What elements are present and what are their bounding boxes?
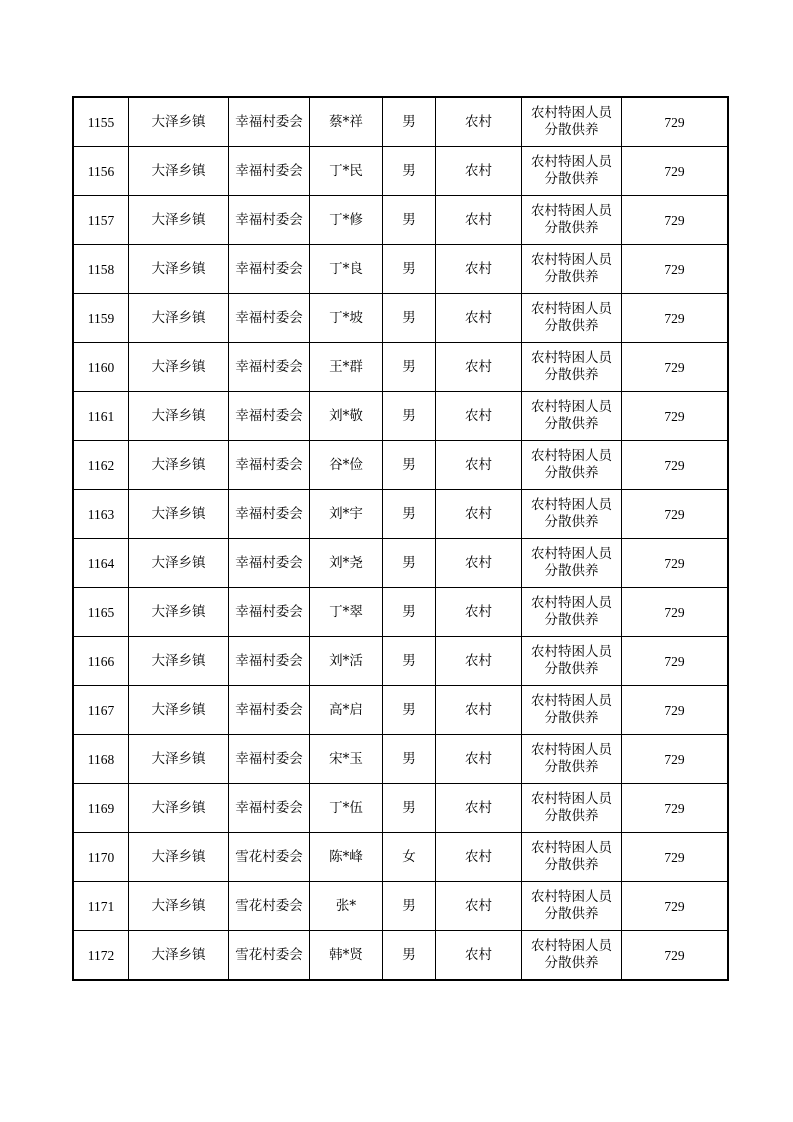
support-type-text: 农村特困人员分散供养	[531, 595, 612, 628]
cell-amount: 729	[622, 196, 729, 245]
cell-serial-number: 1170	[73, 833, 129, 882]
cell-area-type: 农村	[436, 539, 522, 588]
cell-township: 大泽乡镇	[129, 147, 229, 196]
cell-sex: 男	[383, 784, 436, 833]
support-type-text: 农村特困人员分散供养	[531, 693, 612, 726]
support-type-text: 农村特困人员分散供养	[531, 938, 612, 971]
cell-name: 韩*贤	[310, 931, 383, 981]
cell-support-type	[522, 441, 622, 490]
cell-village-committee	[229, 490, 310, 539]
cell-support-type	[522, 784, 622, 833]
cell-support-type	[522, 147, 622, 196]
cell-name: 丁*良	[310, 245, 383, 294]
cell-amount: 729	[622, 539, 729, 588]
cell-area-type: 农村	[436, 931, 522, 981]
cell-sex: 男	[383, 686, 436, 735]
cell-serial-number: 1171	[73, 882, 129, 931]
cell-township: 大泽乡镇	[129, 784, 229, 833]
cell-village-committee	[229, 784, 310, 833]
village-text: 幸福村委会	[235, 456, 303, 473]
cell-township: 大泽乡镇	[129, 196, 229, 245]
table-row	[73, 686, 728, 735]
cell-township: 大泽乡镇	[129, 735, 229, 784]
support-type-text: 农村特困人员分散供养	[531, 105, 612, 138]
cell-name: 刘*活	[310, 637, 383, 686]
cell-sex: 男	[383, 196, 436, 245]
cell-support-type	[522, 686, 622, 735]
support-type-text: 农村特困人员分散供养	[531, 742, 612, 775]
cell-township: 大泽乡镇	[129, 637, 229, 686]
table-row	[73, 735, 728, 784]
cell-township: 大泽乡镇	[129, 882, 229, 931]
cell-village-committee	[229, 147, 310, 196]
support-type-text: 农村特困人员分散供养	[531, 644, 612, 677]
cell-serial-number: 1164	[73, 539, 129, 588]
village-text: 幸福村委会	[235, 358, 303, 375]
village-text: 幸福村委会	[235, 603, 303, 620]
village-text: 幸福村委会	[235, 799, 303, 816]
support-type-text: 农村特困人员分散供养	[531, 350, 612, 383]
beneficiary-table	[72, 96, 729, 981]
cell-serial-number: 1169	[73, 784, 129, 833]
village-text: 幸福村委会	[235, 407, 303, 424]
village-text: 幸福村委会	[235, 701, 303, 718]
cell-sex: 女	[383, 833, 436, 882]
cell-amount: 729	[622, 97, 729, 147]
village-text: 雪花村委会	[235, 848, 303, 865]
cell-township: 大泽乡镇	[129, 294, 229, 343]
table-row	[73, 441, 728, 490]
cell-township: 大泽乡镇	[129, 343, 229, 392]
support-type-text: 农村特困人员分散供养	[531, 448, 612, 481]
cell-area-type: 农村	[436, 343, 522, 392]
cell-area-type: 农村	[436, 637, 522, 686]
village-text: 雪花村委会	[235, 897, 303, 914]
cell-village-committee	[229, 686, 310, 735]
cell-village-committee	[229, 588, 310, 637]
cell-amount: 729	[622, 490, 729, 539]
cell-township: 大泽乡镇	[129, 588, 229, 637]
cell-support-type	[522, 539, 622, 588]
cell-serial-number: 1166	[73, 637, 129, 686]
cell-amount: 729	[622, 882, 729, 931]
cell-support-type	[522, 392, 622, 441]
table-body	[73, 97, 728, 980]
village-text: 幸福村委会	[235, 750, 303, 767]
cell-amount: 729	[622, 784, 729, 833]
cell-village-committee	[229, 833, 310, 882]
table-row	[73, 196, 728, 245]
cell-support-type	[522, 294, 622, 343]
cell-serial-number: 1160	[73, 343, 129, 392]
cell-sex: 男	[383, 490, 436, 539]
cell-name: 刘*敬	[310, 392, 383, 441]
table-row	[73, 490, 728, 539]
document-page	[72, 96, 708, 981]
cell-support-type	[522, 196, 622, 245]
cell-name: 张*	[310, 882, 383, 931]
cell-amount: 729	[622, 588, 729, 637]
cell-area-type: 农村	[436, 686, 522, 735]
cell-sex: 男	[383, 147, 436, 196]
support-type-text: 农村特困人员分散供养	[531, 301, 612, 334]
cell-area-type: 农村	[436, 882, 522, 931]
village-text: 幸福村委会	[235, 309, 303, 326]
cell-area-type: 农村	[436, 392, 522, 441]
table-row	[73, 392, 728, 441]
cell-name: 高*启	[310, 686, 383, 735]
cell-name: 蔡*祥	[310, 97, 383, 147]
cell-township: 大泽乡镇	[129, 931, 229, 981]
table-row	[73, 147, 728, 196]
village-text: 幸福村委会	[235, 260, 303, 277]
village-text: 幸福村委会	[235, 652, 303, 669]
cell-name: 丁*修	[310, 196, 383, 245]
cell-area-type: 农村	[436, 294, 522, 343]
support-type-text: 农村特困人员分散供养	[531, 399, 612, 432]
cell-serial-number: 1167	[73, 686, 129, 735]
cell-township: 大泽乡镇	[129, 686, 229, 735]
cell-sex: 男	[383, 588, 436, 637]
cell-area-type: 农村	[436, 245, 522, 294]
cell-sex: 男	[383, 539, 436, 588]
table-row	[73, 343, 728, 392]
cell-area-type: 农村	[436, 97, 522, 147]
table-row	[73, 245, 728, 294]
cell-village-committee	[229, 196, 310, 245]
cell-amount: 729	[622, 392, 729, 441]
cell-name: 刘*尧	[310, 539, 383, 588]
cell-village-committee	[229, 441, 310, 490]
village-text: 幸福村委会	[235, 505, 303, 522]
cell-support-type	[522, 931, 622, 981]
cell-township: 大泽乡镇	[129, 97, 229, 147]
cell-name: 陈*峰	[310, 833, 383, 882]
cell-serial-number: 1159	[73, 294, 129, 343]
cell-name: 刘*宇	[310, 490, 383, 539]
village-text: 雪花村委会	[235, 946, 303, 963]
cell-area-type: 农村	[436, 784, 522, 833]
table-row	[73, 784, 728, 833]
support-type-text: 农村特困人员分散供养	[531, 252, 612, 285]
cell-village-committee	[229, 735, 310, 784]
cell-amount: 729	[622, 245, 729, 294]
cell-township: 大泽乡镇	[129, 833, 229, 882]
cell-amount: 729	[622, 637, 729, 686]
cell-serial-number: 1168	[73, 735, 129, 784]
cell-name: 丁*翠	[310, 588, 383, 637]
cell-area-type: 农村	[436, 735, 522, 784]
cell-village-committee	[229, 294, 310, 343]
cell-sex: 男	[383, 343, 436, 392]
cell-township: 大泽乡镇	[129, 392, 229, 441]
table-row	[73, 294, 728, 343]
cell-serial-number: 1157	[73, 196, 129, 245]
cell-sex: 男	[383, 637, 436, 686]
cell-village-committee	[229, 637, 310, 686]
table-row	[73, 833, 728, 882]
support-type-text: 农村特困人员分散供养	[531, 840, 612, 873]
village-text: 幸福村委会	[235, 162, 303, 179]
cell-township: 大泽乡镇	[129, 245, 229, 294]
support-type-text: 农村特困人员分散供养	[531, 889, 612, 922]
cell-serial-number: 1172	[73, 931, 129, 981]
table-row	[73, 97, 728, 147]
support-type-text: 农村特困人员分散供养	[531, 546, 612, 579]
cell-amount: 729	[622, 343, 729, 392]
village-text: 幸福村委会	[235, 113, 303, 130]
cell-village-committee	[229, 392, 310, 441]
cell-amount: 729	[622, 294, 729, 343]
cell-serial-number: 1156	[73, 147, 129, 196]
cell-sex: 男	[383, 882, 436, 931]
cell-area-type: 农村	[436, 441, 522, 490]
cell-sex: 男	[383, 294, 436, 343]
table-row	[73, 931, 728, 981]
cell-serial-number: 1163	[73, 490, 129, 539]
cell-village-committee	[229, 97, 310, 147]
cell-name: 丁*民	[310, 147, 383, 196]
cell-name: 丁*坡	[310, 294, 383, 343]
cell-sex: 男	[383, 735, 436, 784]
table-row	[73, 637, 728, 686]
cell-village-committee	[229, 343, 310, 392]
cell-serial-number: 1158	[73, 245, 129, 294]
cell-amount: 729	[622, 735, 729, 784]
cell-amount: 729	[622, 833, 729, 882]
support-type-text: 农村特困人员分散供养	[531, 154, 612, 187]
cell-village-committee	[229, 245, 310, 294]
cell-serial-number: 1165	[73, 588, 129, 637]
table-row	[73, 539, 728, 588]
support-type-text: 农村特困人员分散供养	[531, 203, 612, 236]
cell-township: 大泽乡镇	[129, 539, 229, 588]
cell-support-type	[522, 637, 622, 686]
cell-sex: 男	[383, 392, 436, 441]
table-row	[73, 588, 728, 637]
cell-support-type	[522, 97, 622, 147]
cell-amount: 729	[622, 147, 729, 196]
support-type-text: 农村特困人员分散供养	[531, 791, 612, 824]
cell-amount: 729	[622, 441, 729, 490]
cell-support-type	[522, 735, 622, 784]
cell-serial-number: 1162	[73, 441, 129, 490]
cell-amount: 729	[622, 931, 729, 981]
cell-support-type	[522, 343, 622, 392]
cell-name: 谷*俭	[310, 441, 383, 490]
cell-serial-number: 1155	[73, 97, 129, 147]
cell-sex: 男	[383, 441, 436, 490]
cell-name: 王*群	[310, 343, 383, 392]
cell-village-committee	[229, 931, 310, 981]
cell-support-type	[522, 490, 622, 539]
cell-area-type: 农村	[436, 588, 522, 637]
cell-serial-number: 1161	[73, 392, 129, 441]
cell-support-type	[522, 833, 622, 882]
village-text: 幸福村委会	[235, 211, 303, 228]
cell-amount: 729	[622, 686, 729, 735]
support-type-text: 农村特困人员分散供养	[531, 497, 612, 530]
cell-village-committee	[229, 539, 310, 588]
cell-sex: 男	[383, 245, 436, 294]
cell-area-type: 农村	[436, 490, 522, 539]
cell-area-type: 农村	[436, 196, 522, 245]
table-row	[73, 882, 728, 931]
cell-area-type: 农村	[436, 833, 522, 882]
cell-sex: 男	[383, 931, 436, 981]
cell-support-type	[522, 882, 622, 931]
village-text: 幸福村委会	[235, 554, 303, 571]
cell-village-committee	[229, 882, 310, 931]
cell-township: 大泽乡镇	[129, 490, 229, 539]
cell-name: 丁*伍	[310, 784, 383, 833]
cell-area-type: 农村	[436, 147, 522, 196]
cell-support-type	[522, 245, 622, 294]
cell-support-type	[522, 588, 622, 637]
cell-name: 宋*玉	[310, 735, 383, 784]
cell-sex: 男	[383, 97, 436, 147]
cell-township: 大泽乡镇	[129, 441, 229, 490]
